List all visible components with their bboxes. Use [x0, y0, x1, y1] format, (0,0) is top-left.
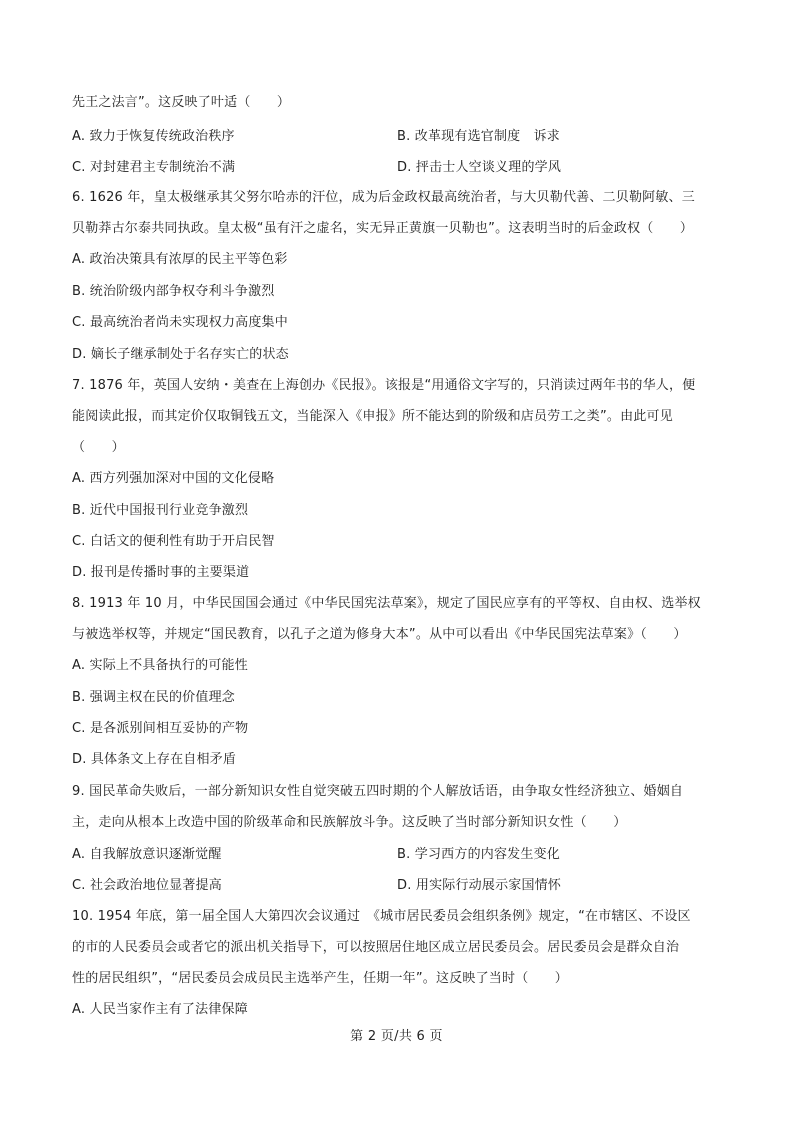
- q6-option-d: D. 嫡长子继承制处于名存实亡的状态: [72, 347, 289, 362]
- q10-stem-line-2: 的市的人民委员会或者它的派出机关指导下，可以按照居住地区成立居民委员会。居民委员会是群众自治: [72, 940, 680, 955]
- q7-option-a: A. 西方列强加深对中国的文化侵略: [72, 471, 275, 486]
- q7-option-d: D. 报刊是传播时事的主要渠道: [72, 565, 250, 580]
- q8-stem-line-1: 8. 1913 年 10 月，中华民国国会通过《中华民国宪法草案》，规定了国民应享有的平等权、自由权、选举权: [72, 596, 701, 611]
- q6-option-a: A. 政治决策具有浓厚的民主平等色彩: [72, 252, 288, 267]
- q8-option-b: B. 强调主权在民的价值理念: [72, 690, 235, 705]
- q6-option-c: C. 最高统治者尚未实现权力高度集中: [72, 315, 288, 330]
- q9-option-b: B. 学习西方的内容发生变化: [397, 847, 560, 862]
- page-number-footer: 第 2 页/共 6 页: [350, 1029, 443, 1044]
- q7-option-b: B. 近代中国报刊行业竞争激烈: [72, 503, 249, 518]
- q10-option-a: A. 人民当家作主有了法律保障: [72, 1002, 248, 1017]
- q8-option-d: D. 具体条文上存在自相矛盾: [72, 752, 237, 767]
- q10-stem-line-3: 性的居民组织”，“居民委员会成员民主选举产生，任期一年”。这反映了当时（ ）: [72, 971, 569, 986]
- q5-option-d: D. 抨击士人空谈义理的学风: [397, 160, 562, 175]
- q8-stem-line-2: 与被选举权等，并规定“国民教育，以孔子之道为修身大本”。从中可以看出《中华民国宪法草案》（ ）: [72, 627, 687, 642]
- q5-option-b: B. 改革现有选官制度 诉求: [397, 129, 560, 144]
- q8-option-c: C. 是各派别间相互妥协的产物: [72, 721, 249, 736]
- q5-option-c: C. 对封建君主专制统治不满: [72, 160, 236, 175]
- q9-option-c: C. 社会政治地位显著提高: [72, 878, 222, 893]
- q9-option-d: D. 用实际行动展示家国情怀: [397, 878, 562, 893]
- q6-option-b: B. 统治阶级内部争权夺利斗争激烈: [72, 284, 275, 299]
- q5-stem-tail: 先王之法言”。这反映了叶适（ ）: [72, 95, 291, 110]
- q6-stem-line-2: 贝勒莽古尔泰共同执政。皇太极“虽有汗之虚名，实无异正黄旗一贝勒也”。这表明当时的后金政权（ ）: [72, 221, 694, 236]
- q9-stem-line-1: 9. 国民革命失败后，一部分新知识女性自觉突破五四时期的个人解放话语，由争取女性经济独立、婚姻自: [72, 784, 684, 799]
- q9-stem-line-2: 主，走向从根本上改造中国的阶级革命和民族解放斗争。这反映了当时部分新知识女性（ ）: [72, 815, 627, 830]
- q7-option-c: C. 白话文的便利性有助于开启民智: [72, 534, 275, 549]
- q7-stem-line-2: 能阅读此报，而其定价仅取铜钱五文，当能深入《申报》所不能达到的阶级和店员劳工之类”。由此可见: [72, 409, 673, 424]
- q6-stem-line-1: 6. 1626 年，皇太极继承其父努尔哈赤的汗位，成为后金政权最高统治者，与大贝勒代善、二贝勒阿敏、三: [72, 190, 695, 205]
- q9-option-a: A. 自我解放意识逐渐觉醒: [72, 847, 222, 862]
- q7-stem-line-1: 7. 1876 年，英国人安纳・美查在上海创办《民报》。该报是“用通俗文字写的，只消读过两年书的华人，便: [72, 378, 696, 393]
- q10-stem-line-1: 10. 1954 年底，第一届全国人大第四次会议通过 《城市居民委员会组织条例》规定，“在市辖区、不设区: [72, 909, 691, 924]
- q5-option-a: A. 致力于恢复传统政治秩序: [72, 129, 235, 144]
- q8-option-a: A. 实际上不具备执行的可能性: [72, 658, 248, 673]
- q7-stem-line-3: （ ）: [72, 440, 125, 455]
